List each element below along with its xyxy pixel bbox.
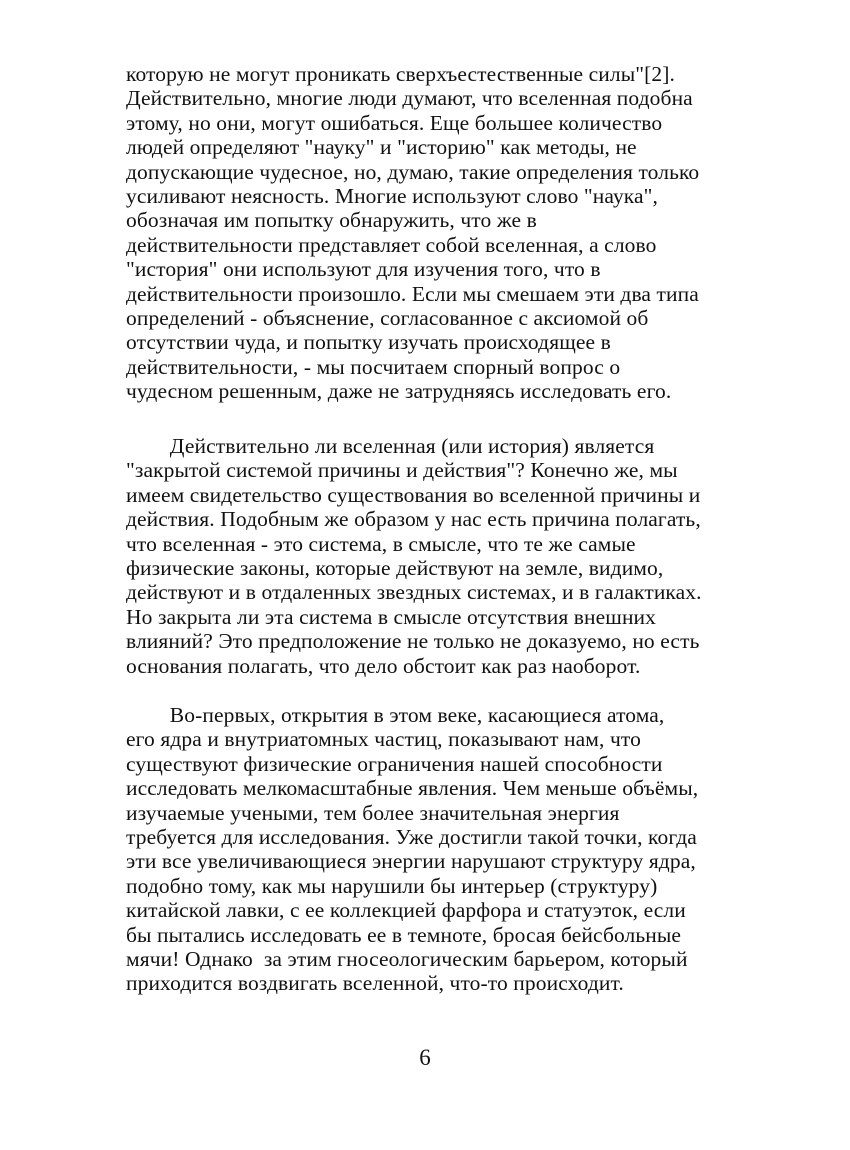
text-line: действительности представляет собой вселенная, а слово	[126, 232, 657, 257]
text-line: существуют физические ограничения нашей способности	[126, 751, 663, 776]
text-line: действительности, - мы посчитаем спорный вопрос о	[126, 354, 621, 379]
text-line: что вселенная - это система, в смысле, что те же самые	[126, 531, 636, 556]
text-line: допускающие чудесное, но, думаю, такие определения только	[126, 159, 700, 184]
paragraph-2	[126, 434, 702, 678]
text-line: мячи! Однако за этим гносеологическим барьером, который	[126, 947, 688, 972]
text-line: его ядра и внутриатомных частиц, показывают нам, что	[126, 727, 641, 752]
text-line: основания полагать, что дело обстоит как раз наоборот.	[126, 653, 641, 678]
text-line: Но закрыта ли эта система в смысле отсутствия внешних	[126, 604, 657, 629]
text-line: Во-первых, открытия в этом веке, касающиеся атома,	[126, 703, 665, 727]
text-line: действия. Подобным же образом у нас есть причина полагать,	[126, 507, 701, 532]
text-line: "история" они используют для изучения того, что в	[126, 257, 601, 282]
text-line: влияний? Это предположение не только не доказуемо, но есть	[126, 629, 700, 654]
text-line: чудесном решенным, даже не затрудняясь исследовать его.	[126, 379, 672, 404]
text-line: изучаемые учеными, тем более значительная энергия	[126, 800, 620, 825]
text-line: усиливают неясность. Многие используют слово "наука",	[126, 184, 659, 209]
paragraph-1	[126, 62, 699, 404]
text-line: действуют и в отдаленных звездных системах, и в галактиках.	[126, 580, 702, 605]
text-line: Действительно, многие люди думают, что вселенная подобна	[126, 86, 693, 111]
text-line: обозначая им попытку обнаружить, что же в	[126, 208, 537, 233]
text-line: отсутствии чуда, и попытку изучать происходящее в	[126, 330, 611, 355]
text-line: действительности произошло. Если мы смешаем эти два типа	[126, 281, 699, 306]
text-line: Действительно ли вселенная (или история) является	[126, 434, 655, 458]
text-line: "закрытой системой причины и действия"? Конечно же, мы	[126, 458, 678, 483]
text-line: определений - объяснение, согласованное с аксиомой об	[126, 306, 649, 331]
text-line: людей определяют "науку" и "историю" как методы, не	[126, 135, 637, 160]
text-line: исследовать мелкомасштабные явления. Чем меньше объёмы,	[126, 776, 699, 801]
paragraph-3	[126, 703, 698, 996]
page-number: 6	[419, 1045, 431, 1070]
text-line: подобно тому, как мы нарушили бы интерьер (структуру)	[126, 873, 658, 898]
text-line: приходится воздвигать вселенной, что-то происходит.	[126, 971, 624, 996]
text-line: требуется для исследования. Уже достигли такой точки, когда	[126, 825, 697, 850]
text-line: физические законы, которые действуют на земле, видимо,	[126, 556, 664, 581]
text-line: эти все увеличивающиеся энергии нарушают структуру ядра,	[126, 849, 696, 874]
text-line: которую не могут проникать сверхъестественные силы"[2].	[126, 62, 675, 86]
text-line: китайской лавки, с ее коллекцией фарфора и статуэток, если	[126, 898, 686, 923]
text-line: бы пытались исследовать ее в темноте, бросая бейсбольные	[126, 922, 682, 947]
text-line: этому, но они, могут ошибаться. Еще большее количество	[126, 110, 663, 135]
text-line: имеем свидетельство существования во вселенной причины и	[126, 482, 701, 507]
